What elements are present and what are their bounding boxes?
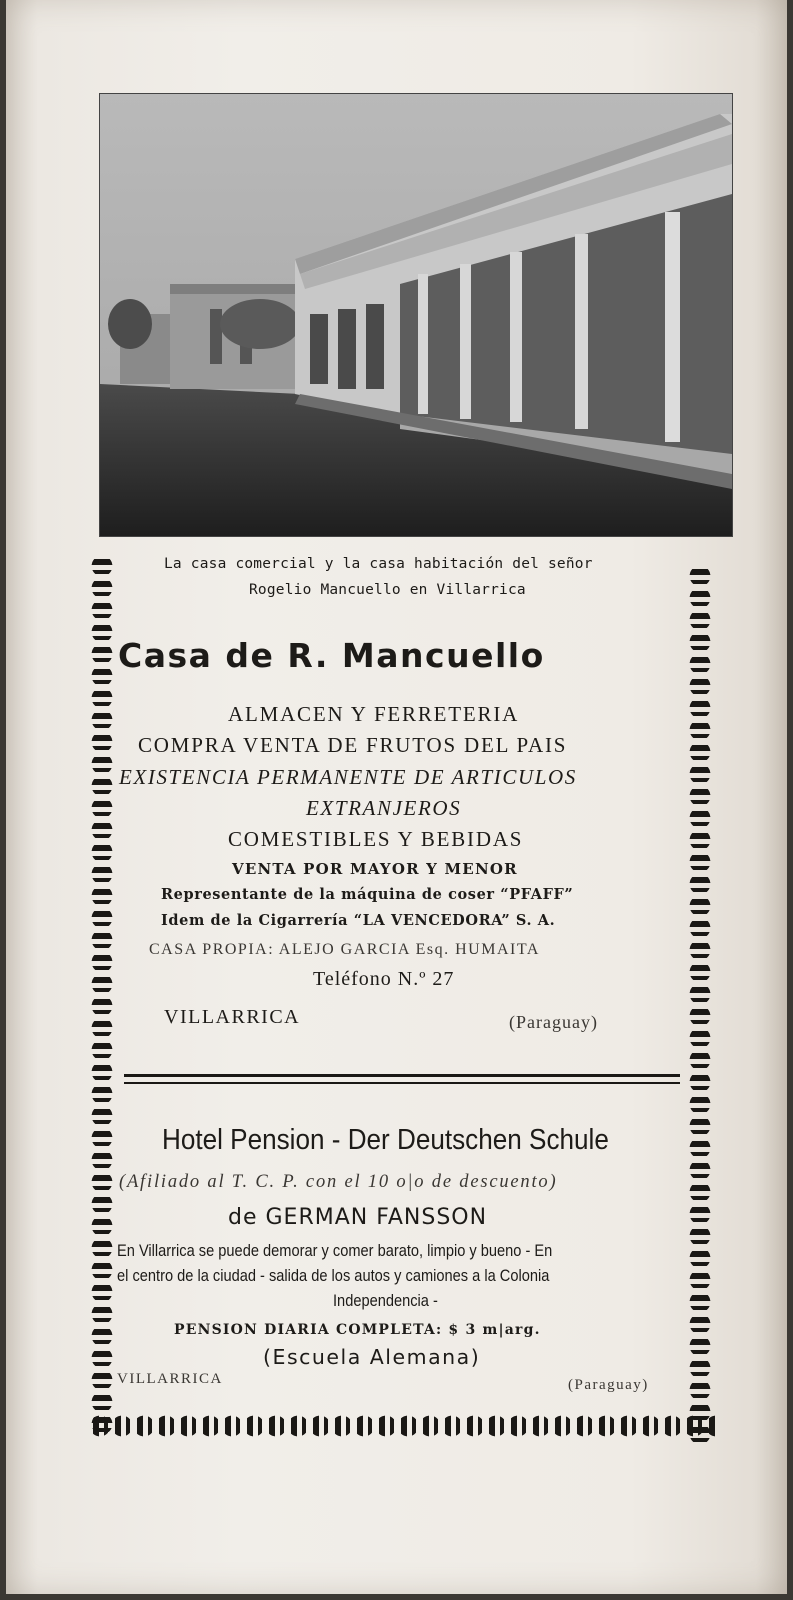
ad1-line2: COMPRA VENTA DE FRUTOS DEL PAIS xyxy=(138,733,568,757)
ad1-line1: ALMACEN Y FERRETERIA xyxy=(228,702,520,726)
photo-caption-line1: La casa comercial y la casa habitación del señor xyxy=(164,556,593,572)
frame-bottom-border xyxy=(89,1413,719,1439)
ad2-desc2: el centro de la ciudad - salida de los autos y camiones a la Colonia xyxy=(117,1266,550,1285)
ad1-line5: COMESTIBLES Y BEBIDAS xyxy=(228,827,524,851)
ad2-country: (Paraguay) xyxy=(568,1377,649,1393)
ad2-price: PENSION DIARIA COMPLETA: $ 3 m|arg. xyxy=(174,1322,541,1338)
ad2-desc3: Independencia - xyxy=(333,1291,438,1310)
ad1-phone: Teléfono N.º 27 xyxy=(313,968,455,990)
photo-caption-line2: Rogelio Mancuello en Villarrica xyxy=(249,582,526,598)
street-photo xyxy=(99,93,733,537)
street-photo-icon xyxy=(100,94,732,536)
ad1-line3: EXISTENCIA PERMANENTE DE ARTICULOS xyxy=(119,765,577,789)
divider-rule-top xyxy=(124,1074,680,1077)
divider-rule-bottom xyxy=(124,1082,680,1084)
ad2-city: VILLARRICA xyxy=(117,1371,223,1387)
frame-right-border xyxy=(687,565,713,1445)
ad1-country: (Paraguay) xyxy=(509,1012,598,1032)
ad1-title: Casa de R. Mancuello xyxy=(118,636,545,675)
ad1-line7: Representante de la máquina de coser “PFAFF” xyxy=(161,886,574,903)
ad1-city: VILLARRICA xyxy=(164,1006,301,1028)
book-page xyxy=(6,0,787,1594)
ad1-line4: EXTRANJEROS xyxy=(306,796,462,820)
ad2-school: (Escuela Alemana) xyxy=(263,1345,481,1369)
ad2-affiliation: (Afiliado al T. C. P. con el 10 o|o de descuento) xyxy=(119,1172,558,1192)
ad2-owner: de GERMAN FANSSON xyxy=(228,1205,488,1230)
ad2-desc1: En Villarrica se puede demorar y comer barato, limpio y bueno - En xyxy=(117,1241,553,1260)
frame-left-border xyxy=(89,555,115,1435)
ad1-line8: Idem de la Cigarrería “LA VENCEDORA” S. A. xyxy=(161,912,556,929)
ad2-title: Hotel Pension - Der Deutschen Schule xyxy=(162,1124,609,1156)
ad1-line9: CASA PROPIA: ALEJO GARCIA Esq. HUMAITA xyxy=(149,941,540,958)
ad1-line6: VENTA POR MAYOR Y MENOR xyxy=(232,860,518,878)
